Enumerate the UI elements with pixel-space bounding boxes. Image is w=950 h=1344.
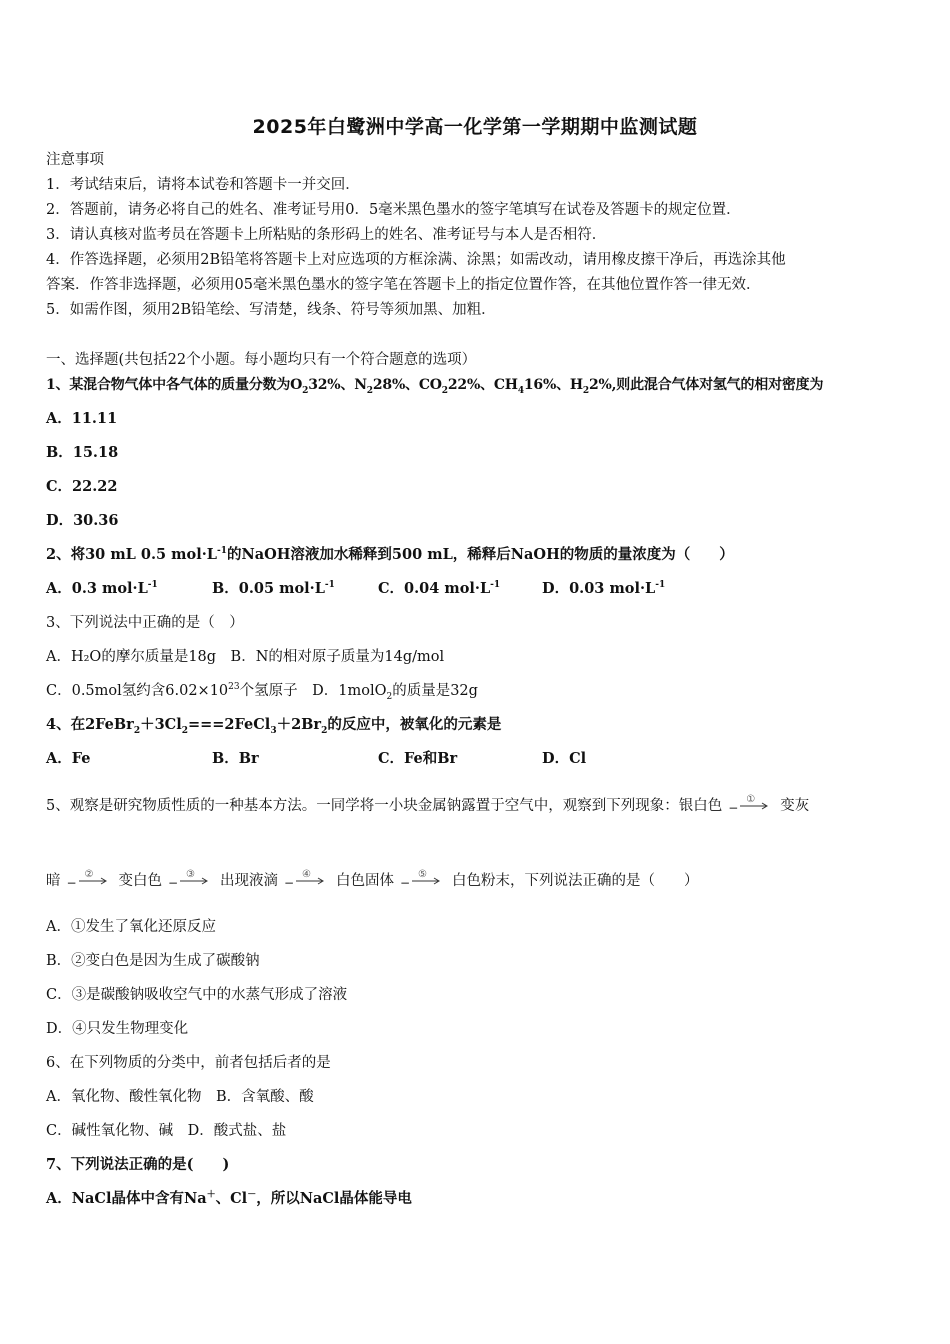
question-2-option-c: C．0.04 $mol\cdot L^{-1}$ [378, 580, 501, 597]
question-3-options-ab: A．H₂O的摩尔质量是18g B．N的相对原子质量为14g/mol [46, 649, 445, 665]
question-4-option-b: B．Br [212, 750, 259, 767]
reaction-arrow-5: − ⑤ [400, 871, 446, 891]
question-5-option-a: A．①发生了氧化还原反应 [46, 919, 216, 935]
notice-item-2: 2．答题前，请务必将自己的姓名、准考证号用0．5毫米黑色墨水的签字笔填写在试卷及答题卡的规定位置． [46, 202, 741, 218]
question-5-option-c: C．③是碳酸钠吸收空气中的水蒸气形成了溶液 [46, 987, 348, 1003]
question-4-option-a: A．Fe [46, 750, 91, 767]
question-2-option-a: A．0.3 $mol\cdot L^{-1}$ [46, 580, 158, 597]
reaction-arrow-2: − ② [67, 871, 113, 891]
reaction-arrow-1: − ① [728, 796, 774, 816]
notice-item-3: 3．请认真核对监考员在答题卡上所粘贴的条形码上的姓名、准考证号与本人是否相符． [46, 227, 607, 243]
question-3-options-cd: C．0.5mol氢约含$6.02\times 10^{23}$个氢原子 D．1molO$_2$的质量是32g [46, 682, 478, 702]
question-7-stem: 7、下列说法正确的是( ) [46, 1156, 230, 1173]
question-6-options-ab: A．氧化物、酸性氧化物 B．含氧酸、酸 [46, 1089, 314, 1105]
question-4-option-c: C．Fe和Br [378, 750, 458, 767]
question-5-option-b: B．②变白色是因为生成了碳酸钠 [46, 953, 260, 969]
question-1-option-c: C．22.22 [46, 478, 118, 495]
question-2-option-b: B．0.05 $mol\cdot L^{-1}$ [212, 580, 335, 597]
page-title: 2025年白鹭洲中学高一化学第一学期期中监测试题 [252, 116, 698, 138]
notice-item-1: 1．考试结束后，请将本试卷和答题卡一并交回． [46, 177, 360, 193]
reaction-arrow-3: − ③ [168, 871, 214, 891]
reaction-arrow-4: − ④ [284, 871, 330, 891]
question-1-option-a: A．11.11 [46, 410, 118, 427]
question-2-option-d: D．0.03 $mol\cdot L^{-1}$ [542, 580, 666, 597]
question-4-stem: 4、在$2FeBr_2+3Cl_2===2FeCl_3+2Br_2$的反应中，被氧化的元素是 [46, 716, 502, 736]
notice-item-5: 5．如需作图，须用2B铅笔绘、写清楚，线条、符号等须加黑、加粗． [46, 302, 496, 318]
question-5-stem-line-2: 暗 − ② 变白色 − ③ 出现液滴 − ④ 白色固体 − ⑤ 白色粉末，下列说法正确的是（ ） [46, 869, 699, 890]
question-2-stem: 2、将30 mL 0.5 $mol\cdot L^{-1}$的NaOH溶液加水稀释到500 mL，稀释后NaOH的物质的量浓度为（ ） [46, 546, 734, 563]
question-6-options-cd: C．碱性氧化物、碱 D．酸式盐、盐 [46, 1123, 287, 1139]
question-3-stem: 3、下列说法中正确的是（ ） [46, 615, 244, 631]
question-7-option-a: A．NaCl晶体中含有Na＋、Cl－，所以NaCl晶体能导电 [46, 1190, 412, 1207]
section-heading: 一、选择题(共包括22个小题。每小题均只有一个符合题意的选项） [46, 352, 477, 368]
question-1-stem: 1、某混合物气体中各气体的质量分数为$O_232\%$、$N_228\%$、$CO_222\%$、$CH_416\%$、$H_22\%$,则此混合气体对氢气的相对密度为 [46, 377, 824, 396]
notice-heading: 注意事项 [46, 152, 104, 168]
question-5-stem-line-1: 5、观察是研究物质性质的一种基本方法。一同学将一小块金属钠露置于空气中，观察到下列现象：银白色 − ① 变灰 [46, 794, 810, 815]
question-1-option-d: D．30.36 [46, 512, 119, 529]
question-1-option-b: B．15.18 [46, 444, 119, 461]
question-5-option-d: D．④只发生物理变化 [46, 1021, 189, 1037]
question-6-stem: 6、在下列物质的分类中，前者包括后者的是 [46, 1055, 331, 1071]
notice-item-4-cont: 答案．作答非选择题，必须用05毫米黑色墨水的签字笔在答题卡上的指定位置作答，在其他位置作答一律无效． [46, 277, 761, 293]
notice-item-4: 4．作答选择题，必须用2B铅笔将答题卡上对应选项的方框涂满、涂黑；如需改动，请用橡皮擦干净后，再选涂其他 [46, 252, 786, 268]
question-4-option-d: D．Cl [542, 750, 587, 767]
